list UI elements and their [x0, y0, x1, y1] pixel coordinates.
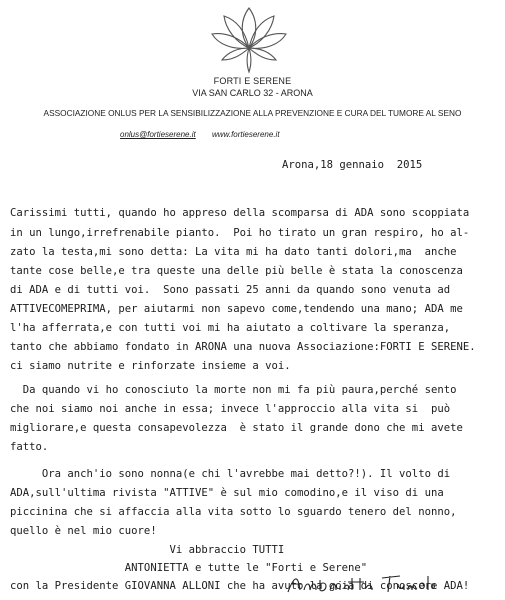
organization-description: ASSOCIAZIONE ONLUS PER LA SENSIBILIZZAZIONE ALLA PREVENZIONE E CURA DEL TUMORE AL SENO: [43, 108, 462, 118]
letter-line: Vi abbraccio TUTTI: [10, 544, 285, 556]
letter-line: l'ha afferrata,e con tutti voi mi ha aiutato a coltivare la speranza,: [10, 322, 451, 334]
letter-line: ATTIVECOMEPRIMA, per aiutarmi non sapevo come,tendendo una mano; ADA me: [10, 303, 463, 315]
letter-line: in un lungo,irrefrenabile pianto. Poi ho tirato un gran respiro, ho al-: [10, 227, 470, 239]
organization-address: VIA SAN CARLO 32 - ARONA: [192, 88, 313, 98]
letter-line: Ora anch'io sono nonna(e chi l'avrebbe mai detto?!). Il volto di: [10, 468, 451, 480]
website-link[interactable]: www.fortieserene.it: [211, 130, 280, 139]
letter-line: fatto.: [10, 441, 49, 453]
letter-line: quello è nel mio cuore!: [10, 525, 157, 537]
letter-line: tanto che abbiamo fondato in ARONA una nuova Associazione:FORTI E SERENE.: [10, 341, 476, 353]
letter-line: ci siamo nutrite e rinforzate insieme a voi.: [10, 360, 291, 372]
letter-line: zato la testa,mi sono detta: La vita mi ha dato tanti dolori,ma anche: [10, 246, 457, 258]
letter-line: migliorare,e questa consapevolezza è stato il grande dono che mi avete: [10, 422, 463, 434]
handwritten-signature: [286, 572, 436, 598]
email-link[interactable]: onlus@fortieserene.it: [120, 130, 196, 139]
letter-line: ADA,sull'ultima rivista "ATTIVE" è sul mio comodino,e il viso di una: [10, 487, 444, 499]
lotus-flower-icon: [210, 2, 288, 74]
letter-line: Da quando vi ho conosciuto la morte non mi fa più paura,perché sento: [10, 384, 457, 396]
contact-line: [120, 130, 400, 139]
letter-line: Carissimi tutti, quando ho appreso della scomparsa di ADA sono scoppiata: [10, 207, 470, 219]
letter-line: tante cose belle,e tra queste una delle più belle è stata la conoscenza: [10, 265, 463, 277]
letter-line: con la Presidente GIOVANNA ALLONI che ha avuto la goia di conoscere ADA!: [10, 580, 470, 592]
letter-line: ANTONIETTA e tutte le "Forti e Serene": [10, 562, 368, 574]
letter-date: Arona,18 gennaio 2015: [282, 159, 423, 171]
letter-line: che noi siamo noi anche in essa; invece l'approccio alla vita si può: [10, 403, 451, 415]
letter-line: piccinina che si affaccia alla vita sotto lo sguardo tenero del nonno,: [10, 506, 457, 518]
organization-name: FORTI E SERENE: [213, 76, 292, 86]
letter-line: di ADA e di tutti voi. Sono passati 25 anni da quando sono venuta ad: [10, 284, 451, 296]
